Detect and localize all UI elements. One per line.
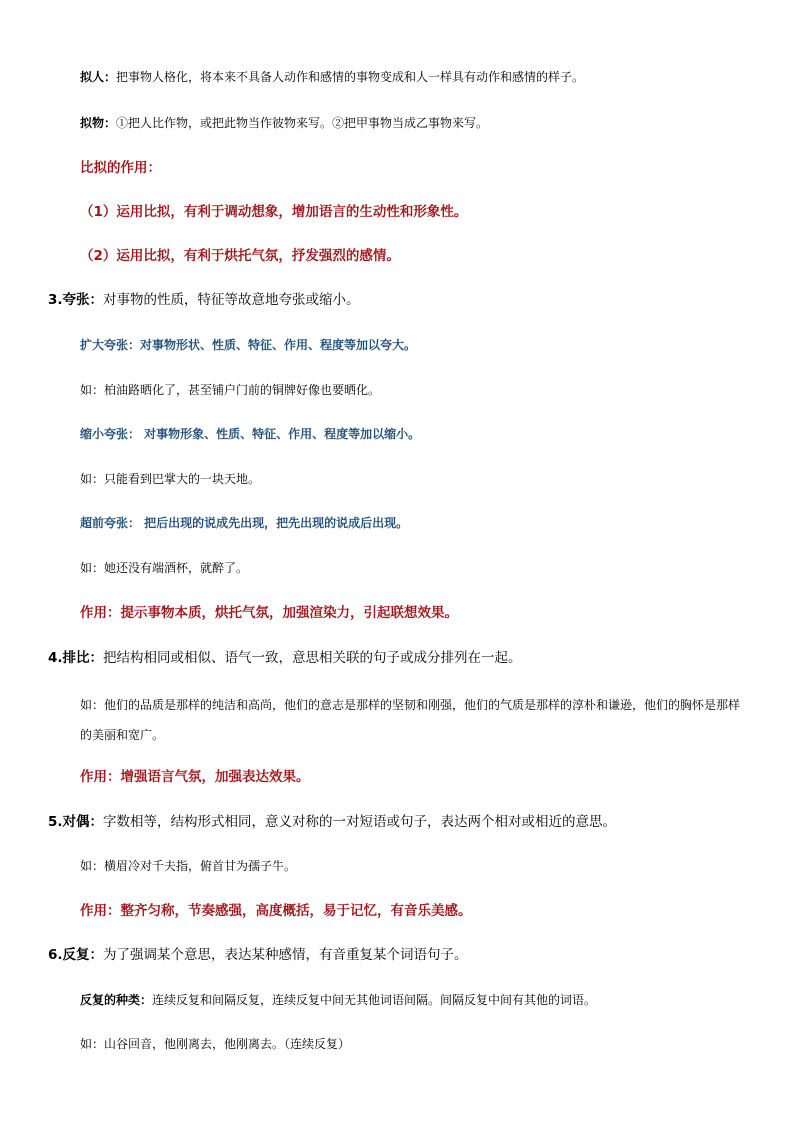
objectification-label: 拟物： [80, 116, 117, 130]
repetition-text: 为了强调某个意思，表达某种感情，有音重复某个词语句子。 [103, 947, 468, 963]
analogy-effect-heading: 比拟的作用： [80, 160, 161, 176]
repetition-types-label: 反复的种类： [80, 993, 153, 1007]
parallelism-text: 把结构相同或相似、语气一致，意思相关联的句子或成分排列在一起。 [103, 650, 522, 666]
repetition-types-text: 连续反复和间隔反复，连续反复中间无其他词语间隔。间隔反复中间有其他的词语。 [152, 993, 597, 1007]
example-antithesis: 如：横眉冷对千夫指，俯首甘为孺子牛。 [80, 859, 297, 873]
example-repetition: 如：山谷回音，他刚离去，他刚离去。（连续反复） [80, 1037, 351, 1051]
hyperbole-label: 3.夸张： [48, 292, 104, 308]
example-shrink: 如：只能看到巴掌大的一块天地。 [80, 472, 261, 486]
parallelism-label: 4.排比： [48, 650, 104, 666]
exaggeration-enlarge: 扩大夸张：对事物形状、性质、特征、作用、程度等加以夸大。 [80, 338, 417, 352]
antithesis-text: 字数相等，结构形式相同，意义对称的一对短语或句子，表达两个相对或相近的意思。 [103, 814, 617, 830]
objectification-definition [80, 116, 488, 130]
hyperbole-text: 对事物的性质，特征等故意地夸张或缩小。 [103, 292, 360, 308]
example-parallelism: 如：他们的品质是那样的纯洁和高尚，他们的意志是那样的坚韧和刚强，他们的气质是那样的淳朴和谦逊，他们的胸怀是那样的美丽和宽广。 [80, 698, 741, 742]
repetition-types [80, 993, 596, 1007]
example-advance: 如：她还没有端酒杯，就醉了。 [80, 561, 249, 575]
exaggeration-advance: 超前夸张： 把后出现的说成先出现，把先出现的说成后出现。 [80, 516, 409, 530]
parallelism-heading [48, 650, 522, 666]
personification-text: 把事物人格化，将本来不具备人动作和感情的事物变成和人一样具有动作和感情的样子。 [116, 70, 585, 84]
parallelism-effect: 作用：增强语言气氛，加强表达效果。 [80, 769, 310, 785]
repetition-heading [48, 947, 468, 963]
analogy-effect-1: （1）运用比拟，有利于调动想象，增加语言的生动性和形象性。 [80, 204, 468, 220]
objectification-text: ①把人比作物，或把此物当作彼物来写。②把甲事物当成乙事物来写。 [116, 116, 489, 130]
antithesis-effect: 作用：整齐匀称，节奏感强，高度概括，易于记忆，有音乐美感。 [80, 903, 472, 919]
exaggeration-shrink: 缩小夸张： 对事物形象、性质、特征、作用、程度等加以缩小。 [80, 427, 421, 441]
hyperbole-effect: 作用：提示事物本质，烘托气氛，加强渲染力，引起联想效果。 [80, 605, 458, 621]
antithesis-label: 5.对偶： [48, 814, 104, 830]
example-enlarge: 如：柏油路晒化了，甚至铺户门前的铜牌好像也要晒化。 [80, 383, 381, 397]
repetition-label: 6.反复： [48, 947, 104, 963]
personification-label: 拟人： [80, 70, 117, 84]
analogy-effect-2: （2）运用比拟，有利于烘托气氛，抒发强烈的感情。 [80, 248, 400, 264]
antithesis-heading [48, 814, 616, 830]
hyperbole-heading [48, 292, 360, 308]
personification-definition [80, 70, 584, 84]
